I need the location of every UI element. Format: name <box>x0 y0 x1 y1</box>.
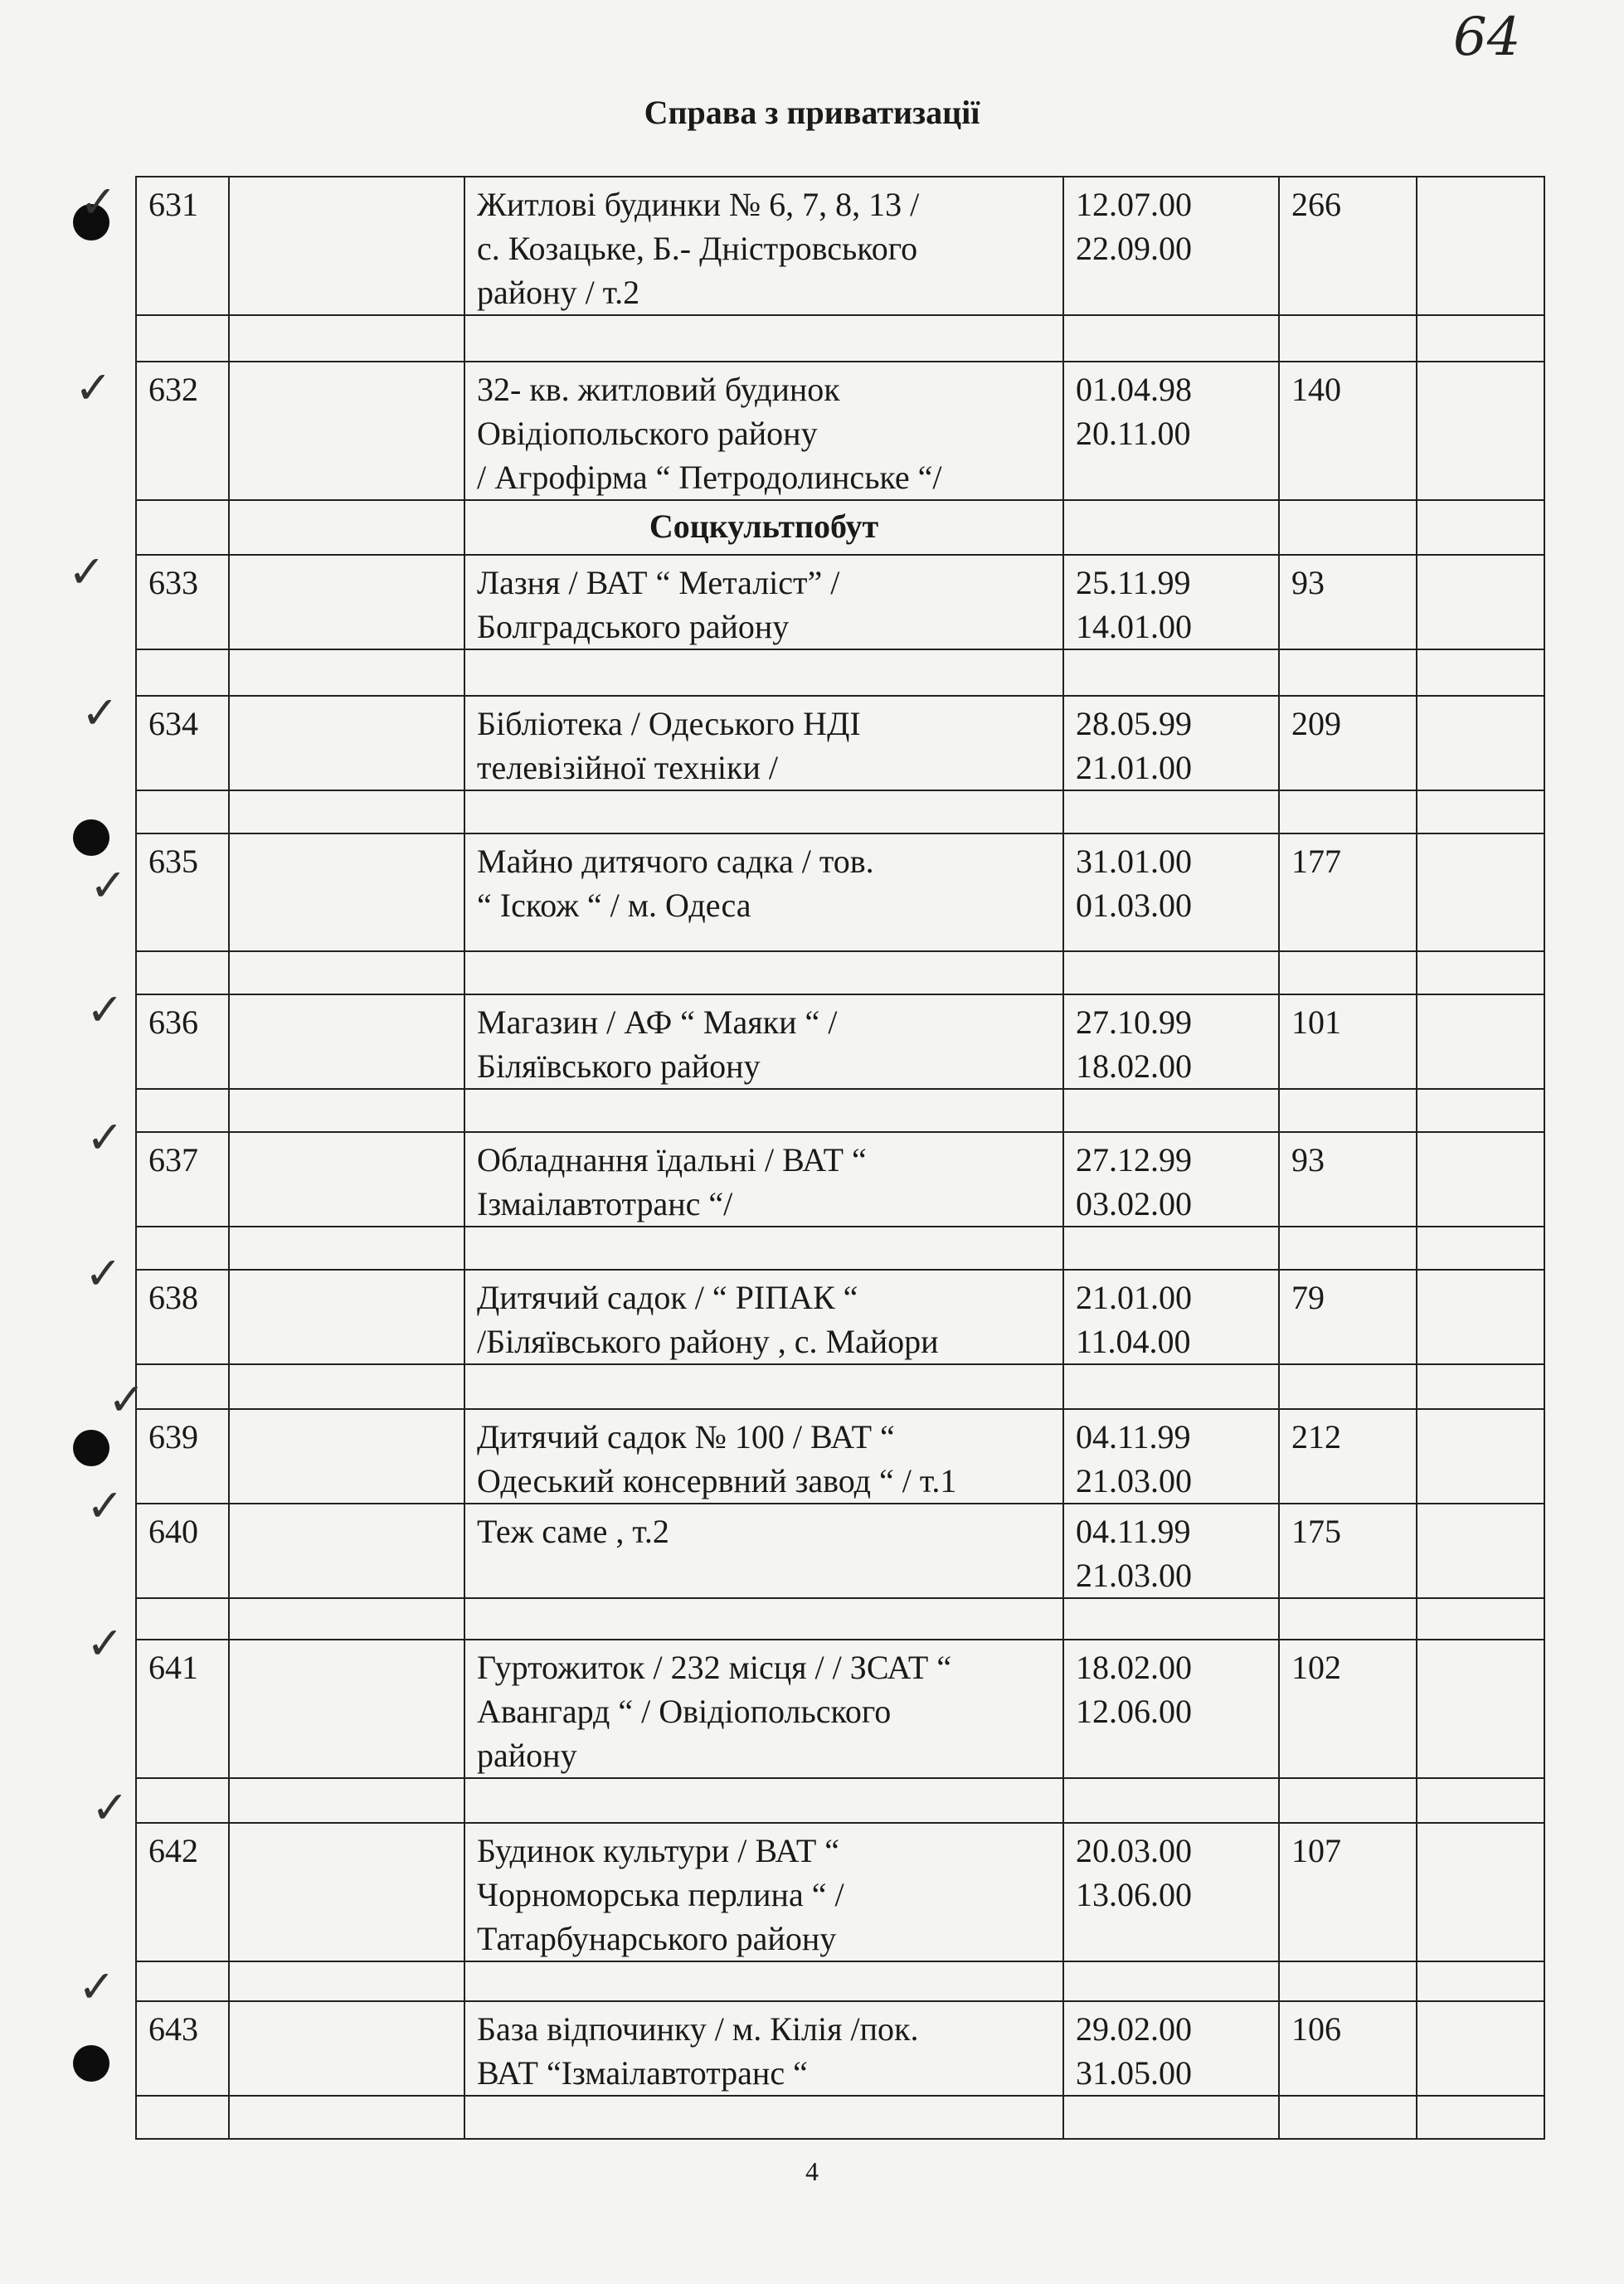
date-range: 01.04.98 20.11.00 <box>1063 362 1279 500</box>
blank-cell <box>229 1132 464 1227</box>
blank-cell <box>229 833 464 951</box>
row-number: 634 <box>136 696 229 790</box>
blank-cell <box>1417 1504 1544 1598</box>
table-row <box>136 177 1544 315</box>
object-name: 32- кв. житловий будинок Овідіопольского району / Агрофірма “ Петродолинське “/ <box>464 362 1063 500</box>
row-number: 641 <box>136 1640 229 1778</box>
object-name: Теж саме , т.2 <box>464 1504 1063 1598</box>
check-mark-icon: ✓ <box>78 1961 116 2013</box>
row-number: 632 <box>136 362 229 500</box>
sheet-count: 107 <box>1279 1823 1417 1961</box>
date-range: 20.03.00 13.06.00 <box>1063 1823 1279 1961</box>
check-mark-icon: ✓ <box>85 1247 123 1300</box>
row-number: 638 <box>136 1270 229 1364</box>
section-row <box>136 500 1544 555</box>
date-range: 18.02.00 12.06.00 <box>1063 1640 1279 1778</box>
sheet-count: 177 <box>1279 833 1417 951</box>
sheet-count: 93 <box>1279 555 1417 649</box>
spacer-row <box>136 649 1544 696</box>
row-number: 636 <box>136 994 229 1089</box>
row-number: 631 <box>136 177 229 315</box>
table-row <box>136 1504 1544 1598</box>
sheet-count: 140 <box>1279 362 1417 500</box>
object-name: Гуртожиток / 232 місця / / ЗСАТ “ Авангард “ / Овідіопольского району <box>464 1640 1063 1778</box>
blank-cell <box>1417 696 1544 790</box>
date-range: 27.12.99 03.02.00 <box>1063 1132 1279 1227</box>
blank-cell <box>229 2001 464 2096</box>
blank-cell <box>1417 177 1544 315</box>
spacer-row <box>136 790 1544 833</box>
date-range: 28.05.99 21.01.00 <box>1063 696 1279 790</box>
table-row <box>136 1640 1544 1778</box>
sheet-count: 266 <box>1279 177 1417 315</box>
blank-cell <box>1417 833 1544 951</box>
check-mark-icon: ✓ <box>86 1480 124 1532</box>
date-range: 27.10.99 18.02.00 <box>1063 994 1279 1089</box>
blank-cell <box>1417 994 1544 1089</box>
object-name: Магазин / АФ “ Маяки “ / Біляївського району <box>464 994 1063 1089</box>
spacer-row <box>136 1089 1544 1132</box>
blank-cell <box>1417 1640 1544 1778</box>
blank-cell <box>229 177 464 315</box>
check-mark-icon: ✓ <box>80 176 118 228</box>
blank-cell <box>229 1823 464 1961</box>
privatization-table <box>135 176 1545 2140</box>
date-range: 04.11.99 21.03.00 <box>1063 1504 1279 1598</box>
row-number: 642 <box>136 1823 229 1961</box>
binder-hole <box>73 2045 109 2082</box>
date-range: 12.07.00 22.09.00 <box>1063 177 1279 315</box>
check-mark-icon: ✓ <box>108 1373 146 1426</box>
object-name: Житлові будинки № 6, 7, 8, 13 / с. Козацьке, Б.- Дністровського району / т.2 <box>464 177 1063 315</box>
check-mark-icon: ✓ <box>90 859 128 911</box>
table-row <box>136 1132 1544 1227</box>
object-name: Дитячий садок / “ РІПАК “ /Біляївського району , с. Майори <box>464 1270 1063 1364</box>
object-name: Бібліотека / Одеського НДІ телевізійної техніки / <box>464 696 1063 790</box>
row-number: 633 <box>136 555 229 649</box>
blank-cell <box>229 1270 464 1364</box>
blank-cell <box>1417 555 1544 649</box>
blank-cell <box>1417 362 1544 500</box>
date-range: 21.01.00 11.04.00 <box>1063 1270 1279 1364</box>
object-name: Дитячий садок № 100 / ВАТ “ Одеський консервний завод “ / т.1 <box>464 1409 1063 1504</box>
blank-cell <box>229 1640 464 1778</box>
spacer-row <box>136 1961 1544 2001</box>
date-range: 31.01.00 01.03.00 <box>1063 833 1279 951</box>
object-name: Майно дитячого садка / тов. “ Іскож “ / м. Одеса <box>464 833 1063 951</box>
date-range: 04.11.99 21.03.00 <box>1063 1409 1279 1504</box>
sheet-count: 93 <box>1279 1132 1417 1227</box>
blank-cell <box>229 696 464 790</box>
check-mark-icon: ✓ <box>91 1781 129 1834</box>
table-row <box>136 1823 1544 1961</box>
sheet-count: 102 <box>1279 1640 1417 1778</box>
section-heading: Соцкультпобут <box>464 500 1063 555</box>
table-row <box>136 696 1544 790</box>
binder-hole <box>73 819 109 856</box>
check-mark-icon: ✓ <box>86 1111 124 1164</box>
object-name: Лазня / ВАТ “ Металіст” / Болградського району <box>464 555 1063 649</box>
spacer-row <box>136 1227 1544 1270</box>
blank-cell <box>229 1504 464 1598</box>
table-row <box>136 362 1544 500</box>
blank-cell <box>229 994 464 1089</box>
table-row <box>136 1270 1544 1364</box>
blank-cell <box>1417 1270 1544 1364</box>
document-title: Справа з приватизації <box>644 94 980 131</box>
blank-cell <box>229 555 464 649</box>
date-range: 29.02.00 31.05.00 <box>1063 2001 1279 2096</box>
date-range: 25.11.99 14.01.00 <box>1063 555 1279 649</box>
sheet-count: 79 <box>1279 1270 1417 1364</box>
blank-cell <box>1417 1132 1544 1227</box>
blank-cell <box>1417 1409 1544 1504</box>
object-name: Обладнання їдальні / ВАТ “ Ізмаілавтотранс “/ <box>464 1132 1063 1227</box>
sheet-count: 106 <box>1279 2001 1417 2096</box>
row-number: 639 <box>136 1409 229 1504</box>
check-mark-icon: ✓ <box>75 362 113 414</box>
spacer-row <box>136 951 1544 994</box>
check-mark-icon: ✓ <box>86 984 124 1036</box>
handwritten-page-number: 64 <box>1453 7 1521 68</box>
spacer-row <box>136 1364 1544 1409</box>
blank-cell <box>229 362 464 500</box>
object-name: Будинок культури / ВАТ “ Чорноморська перлина “ / Татарбунарського району <box>464 1823 1063 1961</box>
row-number: 640 <box>136 1504 229 1598</box>
table-row <box>136 994 1544 1089</box>
blank-cell <box>229 1409 464 1504</box>
sheet-count: 175 <box>1279 1504 1417 1598</box>
page-number: 4 <box>805 2156 819 2186</box>
row-number: 635 <box>136 833 229 951</box>
object-name: База відпочинку / м. Кілія /пок. ВАТ “Ізмаілавтотранс “ <box>464 2001 1063 2096</box>
sheet-count: 212 <box>1279 1409 1417 1504</box>
blank-cell <box>1417 1823 1544 1961</box>
spacer-row <box>136 1598 1544 1640</box>
table-row <box>136 555 1544 649</box>
check-mark-icon: ✓ <box>81 687 119 739</box>
check-mark-icon: ✓ <box>86 1617 124 1669</box>
sheet-count: 209 <box>1279 696 1417 790</box>
sheet-count: 101 <box>1279 994 1417 1089</box>
binder-hole <box>73 1430 109 1466</box>
table-row <box>136 833 1544 951</box>
spacer-row <box>136 315 1544 362</box>
row-number: 643 <box>136 2001 229 2096</box>
spacer-row <box>136 1778 1544 1823</box>
table-row <box>136 2001 1544 2096</box>
spacer-row <box>136 2096 1544 2139</box>
check-mark-icon: ✓ <box>68 546 106 598</box>
row-number: 637 <box>136 1132 229 1227</box>
blank-cell <box>1417 2001 1544 2096</box>
table-row <box>136 1409 1544 1504</box>
